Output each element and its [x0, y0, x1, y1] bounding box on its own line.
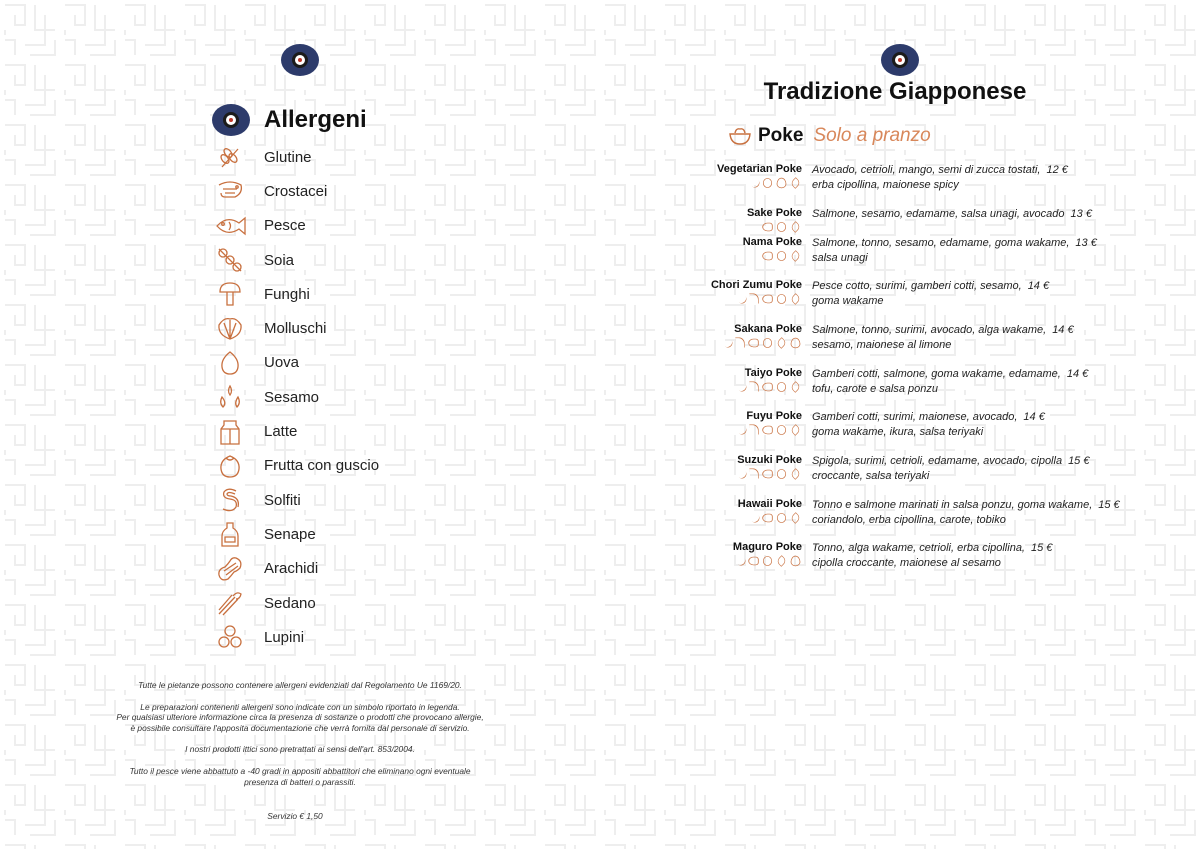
sesame-icon — [776, 337, 787, 348]
fish-icon — [762, 470, 772, 478]
allergen-title: Allergeni — [264, 106, 367, 133]
note-line: presenza di batteri o parassiti. — [244, 776, 356, 787]
allergen-label: Arachidi — [264, 560, 319, 578]
fish-icon — [748, 339, 758, 347]
fish-icon — [762, 383, 772, 391]
dish-name: Sakana Poke — [734, 323, 802, 335]
soy-icon — [777, 222, 786, 232]
allergen-notes — [80, 680, 520, 798]
soy-icon — [763, 556, 772, 566]
dish-price: 14 € — [1023, 411, 1045, 423]
dish-desc-line: Salmone, tonno, surimi, avocado, alga wakame, — [812, 324, 1047, 336]
dish-item — [600, 541, 1200, 585]
dish-desc-line: Salmone, tonno, sesamo, edamame, goma wakame, — [812, 237, 1070, 249]
shrimp-icon — [735, 337, 745, 347]
milk-icon — [212, 417, 248, 447]
dish-allergens — [761, 249, 802, 262]
allergen-label: Soia — [264, 251, 295, 269]
dish-desc-line: Spigola, surimi, cetrioli, edamame, avocado, cipolla — [812, 455, 1063, 467]
allergen-label: Pesce — [264, 217, 306, 235]
allergen-label: Latte — [264, 423, 298, 441]
dish-price: 15 € — [1031, 542, 1053, 554]
dish-item — [600, 410, 1200, 454]
dish-desc-line: erba cipollina, maionese spicy — [812, 179, 959, 191]
soy-icon — [777, 382, 786, 392]
dish-description — [812, 367, 1172, 397]
dish-description — [812, 236, 1172, 266]
sulphite-icon — [212, 485, 248, 515]
wheat-icon — [734, 554, 747, 568]
note-line: Tutto il pesce viene abbattuto a -40 gradi in appositi abbattitori che eliminano ogni eventuale — [129, 765, 471, 776]
fish-icon — [762, 252, 772, 260]
shell-icon — [212, 314, 248, 344]
dish-name: Vegetarian Poke — [717, 163, 802, 175]
dish-desc-line: goma wakame, ikura, salsa teriyaki — [812, 426, 984, 438]
dish-name: Taiyo Poke — [744, 367, 802, 379]
note-line: Tutte le pietanze possono contenere allergeni evidenziati dal Regolamento Ue 1169/20. — [138, 680, 462, 690]
dish-allergens — [722, 336, 802, 349]
dish-desc-line: salsa unagi — [812, 252, 868, 264]
dish-price: 14 € — [1027, 280, 1050, 292]
dish-name: Hawaii Poke — [737, 498, 802, 510]
dish-desc-line: coriandolo, erba cipollina, carote, tobiko — [812, 514, 1006, 526]
allergen-item — [212, 174, 379, 208]
fish-icon — [762, 223, 772, 231]
fish-icon — [212, 211, 248, 241]
poke-header — [728, 125, 931, 147]
sesame-icon — [790, 221, 801, 232]
soy-icon — [763, 178, 772, 188]
allergen-label: Lupini — [264, 628, 305, 646]
allergen-item — [212, 140, 379, 174]
dish-item — [600, 323, 1200, 367]
allergen-label: Uova — [264, 354, 300, 372]
allergen-item — [212, 346, 379, 380]
egg-icon — [777, 178, 787, 189]
dish-desc-line: cipolla croccante, maionese al sesamo — [812, 557, 1001, 569]
allergen-label: Senape — [264, 525, 316, 543]
dish-allergens — [749, 176, 802, 189]
dish-item — [600, 236, 1200, 280]
dish-desc-line: Avocado, cetrioli, mango, semi di zucca tostati, — [812, 164, 1041, 176]
dish-allergens — [761, 220, 802, 233]
shrimp-icon — [749, 424, 759, 434]
allergen-item — [212, 517, 379, 551]
bowl-icon — [728, 125, 752, 147]
dish-allergens — [736, 423, 802, 436]
soy-icon — [212, 245, 248, 275]
logo-top-right — [881, 44, 919, 76]
sesame-icon — [790, 424, 801, 435]
service-charge: Servizio € 1,50 — [267, 811, 323, 821]
dish-description — [812, 323, 1172, 353]
allergen-label: Frutta con guscio — [264, 457, 380, 475]
egg-icon — [791, 338, 801, 349]
mushroom-icon — [212, 279, 248, 309]
sesame-icon — [790, 177, 801, 188]
dish-item — [600, 454, 1200, 498]
allergen-label: Funghi — [264, 285, 310, 303]
shrimp-icon — [749, 293, 759, 303]
allergen-item — [212, 552, 379, 586]
dish-desc-line: Tonno, alga wakame, cetrioli, erba cipollina, — [812, 542, 1025, 554]
dish-price: 14 € — [1052, 324, 1074, 336]
wheat-icon — [212, 142, 248, 172]
wheat-icon — [735, 423, 748, 437]
fish-icon — [762, 295, 772, 303]
allergen-label: Crostacei — [264, 182, 328, 200]
shrimp-icon — [749, 381, 759, 391]
allergen-label: Sedano — [264, 594, 316, 612]
soy-icon — [777, 425, 786, 435]
dish-allergens — [736, 380, 802, 393]
allergen-item — [212, 311, 379, 345]
dish-desc-line: Gamberi cotti, salmone, goma wakame, edamame, — [812, 368, 1061, 380]
dish-allergens — [736, 467, 802, 480]
note-line: Le preparazioni contenenti allergeni sono indicate con un simbolo riportato in legenda. — [140, 701, 460, 712]
dish-description — [812, 207, 1172, 222]
dish-desc-line: Salmone, sesamo, edamame, salsa unagi, avocado — [812, 208, 1065, 220]
logo-allergen — [212, 104, 250, 136]
sesame-icon — [790, 381, 801, 392]
wheat-icon — [735, 380, 748, 394]
allergen-item — [212, 586, 379, 620]
sesame-icon — [790, 512, 801, 523]
dish-price: 14 € — [1066, 368, 1089, 380]
allergen-label: Molluschi — [264, 320, 327, 338]
category-subtitle: Solo a pranzo — [813, 125, 931, 146]
dish-description — [812, 454, 1172, 484]
fish-icon — [762, 514, 772, 522]
allergen-item — [212, 277, 379, 311]
sesame-icon — [790, 468, 801, 479]
dish-price: 15 € — [1098, 499, 1120, 511]
dish-desc-line: goma wakame — [812, 295, 884, 307]
allergen-item — [212, 449, 379, 483]
menu-page — [600, 0, 1200, 849]
category-label: Poke — [758, 125, 804, 146]
allergen-item — [212, 414, 379, 448]
allergen-item — [212, 209, 379, 243]
dish-item — [600, 163, 1200, 207]
dish-price: 15 € — [1068, 455, 1090, 467]
shrimp-icon — [212, 176, 248, 206]
sesame-icon — [212, 382, 248, 412]
wheat-icon — [721, 336, 734, 350]
dish-description — [812, 498, 1172, 528]
section-title: Tradizione Giapponese — [763, 78, 1027, 105]
sesame-icon — [776, 555, 787, 566]
allergen-list — [212, 140, 379, 654]
fish-icon — [748, 557, 758, 565]
allergen-label: Glutine — [264, 148, 312, 166]
allergen-item — [212, 483, 379, 517]
dish-description — [812, 279, 1172, 309]
dish-desc-line: croccante, salsa teriyaki — [812, 470, 930, 482]
soy-icon — [777, 513, 786, 523]
dish-desc-line: sesamo, maionese al limone — [812, 339, 952, 351]
dish-price: 13 € — [1075, 237, 1097, 249]
dish-description — [812, 410, 1172, 440]
dish-item — [600, 367, 1200, 411]
dish-name: Nama Poke — [742, 236, 802, 248]
egg-icon — [791, 556, 801, 567]
dish-item — [600, 279, 1200, 323]
note-line: I nostri prodotti ittici sono pretrattati ai sensi dell'art. 853/2004. — [185, 744, 415, 755]
soy-icon — [763, 338, 772, 348]
dish-allergens — [749, 511, 802, 524]
dish-name: Chori Zumu Poke — [710, 279, 802, 291]
nut-icon — [212, 451, 248, 481]
allergen-label: Solfiti — [264, 491, 301, 509]
dish-allergens — [735, 554, 802, 567]
dish-desc-line: Pesce cotto, surimi, gamberi cotti, sesamo, — [812, 280, 1022, 292]
dish-price: 12 € — [1046, 164, 1068, 176]
dish-allergens — [736, 292, 802, 305]
egg-icon — [212, 348, 248, 378]
lupin-icon — [212, 622, 248, 652]
wheat-icon — [735, 292, 748, 306]
shrimp-icon — [749, 468, 759, 478]
dish-desc-line: Gamberi cotti, surimi, maionese, avocado, — [812, 411, 1018, 423]
note-paragraph — [80, 766, 520, 787]
sesame-icon — [790, 293, 801, 304]
dish-description — [812, 163, 1172, 193]
dish-name: Suzuki Poke — [737, 454, 802, 466]
soy-icon — [777, 294, 786, 304]
allergen-item — [212, 243, 379, 277]
wheat-icon — [748, 511, 761, 525]
sesame-icon — [790, 250, 801, 261]
allergen-item — [212, 620, 379, 654]
peanut-icon — [212, 554, 248, 584]
dish-name: Maguro Poke — [732, 541, 802, 553]
dish-desc-line: tofu, carote e salsa ponzu — [812, 383, 938, 395]
note-line: è possibile consultare l'apposita documentazione che verrà fornita dal personale di servizio. — [130, 722, 470, 733]
celery-icon — [212, 588, 248, 618]
allergen-item — [212, 380, 379, 414]
note-paragraph — [80, 702, 520, 734]
fish-icon — [762, 426, 772, 434]
dish-item — [600, 498, 1200, 542]
wheat-icon — [735, 467, 748, 481]
soy-icon — [777, 251, 786, 261]
dish-desc-line: Tonno e salmone marinati in salsa ponzu, goma wakame, — [812, 499, 1093, 511]
mustard-icon — [212, 519, 248, 549]
logo-top-left — [281, 44, 319, 76]
dish-name: Sake Poke — [746, 207, 802, 219]
wheat-icon — [748, 176, 761, 190]
note-line: Per qualsiasi ulteriore informazione circa la presenza di sostanze o prodotti che provocano allergie, — [116, 712, 484, 723]
soy-icon — [777, 469, 786, 479]
dish-price: 13 € — [1070, 208, 1092, 220]
allergen-label: Sesamo — [264, 388, 320, 406]
dish-name: Fuyu Poke — [746, 410, 802, 422]
dish-description — [812, 541, 1172, 571]
